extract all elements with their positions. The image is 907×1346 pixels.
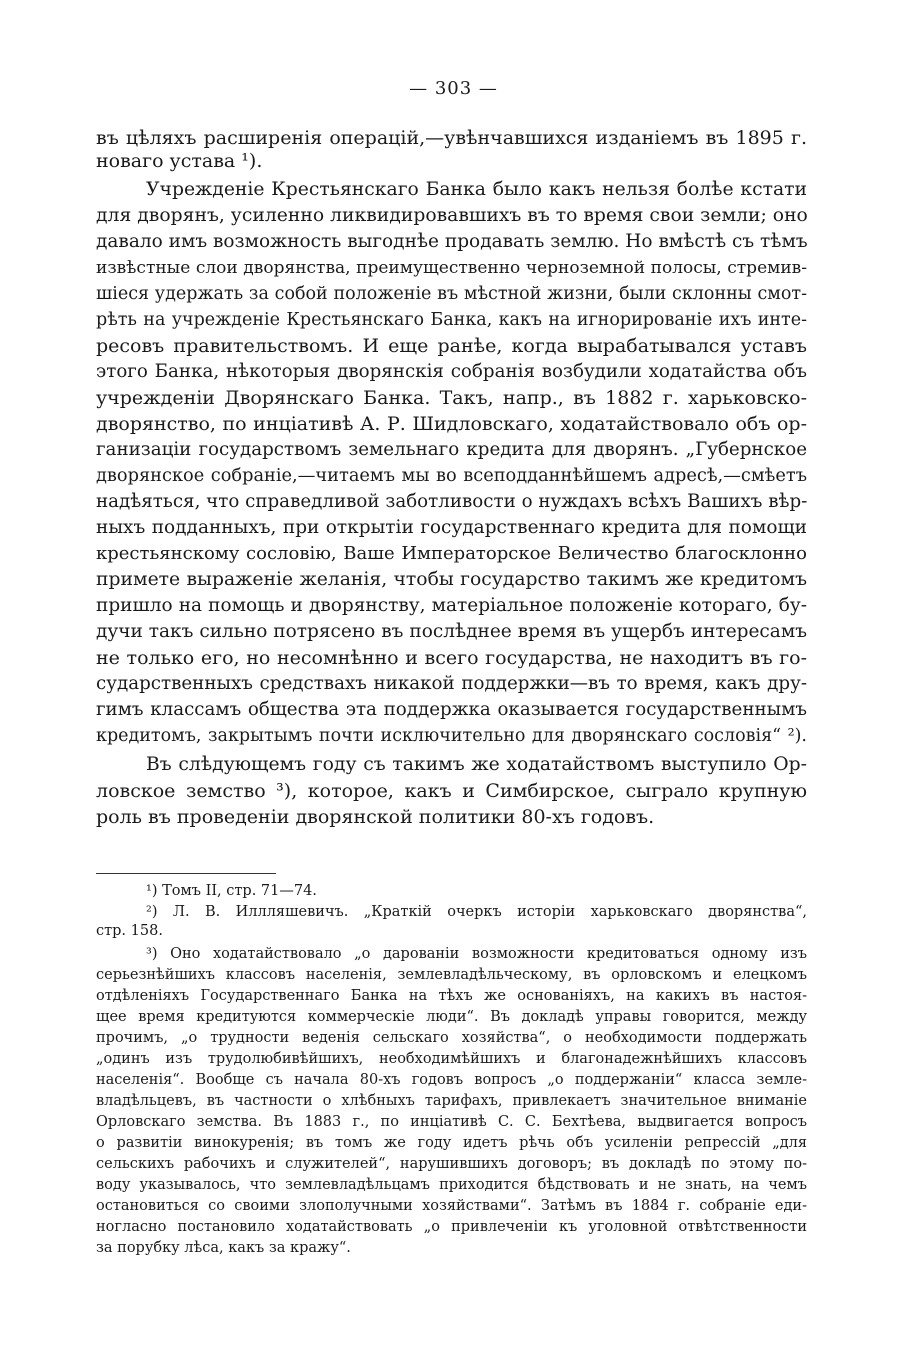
body-line: роль въ проведеніи дворянской политики 80-хъ годовъ. bbox=[96, 806, 655, 828]
body-line: давало имъ возможность выгоднѣе продавать землю. Но вмѣстѣ съ тѣмъ bbox=[96, 231, 808, 252]
footnote-line: ногласно постановило ходатайствовать „о привлеченіи къ уголовной отвѣтственности bbox=[96, 1219, 807, 1235]
body-line: сударственныхъ средствахъ никакой поддержки—въ то время, какъ дру- bbox=[96, 673, 807, 694]
body-line: для дворянъ, усиленно ликвидировавшихъ въ то время свои земли; оно bbox=[96, 205, 808, 226]
body-line: Учрежденіе Крестьянскаго Банка было какъ нельзя болѣе кстати bbox=[146, 179, 807, 200]
body-line: пришло на помощь и дворянству, матеріальное положеніе котораго, бу- bbox=[96, 595, 807, 616]
body-line: кредитомъ, закрытымъ почти исключительно для дворянскаго сословія“ ²). bbox=[96, 726, 807, 746]
page-number: — 303 — bbox=[409, 78, 498, 99]
footnote-line: о развитіи винокуренія; въ томъ же году идетъ рѣчь объ усиленіи репрессій „для bbox=[96, 1135, 807, 1151]
footnote-divider bbox=[96, 873, 276, 874]
body-line: гимъ классамъ общества эта поддержка оказывается государственнымъ bbox=[96, 699, 807, 720]
footnote-line: щее время кредитуются коммерческіе люди“. Въ докладѣ управы говорится, между bbox=[96, 1009, 807, 1025]
footnote-line: Орловскаго земства. Въ 1883 г., по инціативѣ С. С. Бехтѣева, выдвигается вопросъ bbox=[96, 1114, 807, 1130]
footnote-line: серьезнѣйшихъ классовъ населенія, землевладѣльческому, въ орловскомъ и елецкомъ bbox=[96, 967, 807, 983]
body-line: дучи такъ сильно потрясено въ послѣднее время въ ущербъ интересамъ bbox=[96, 621, 807, 642]
body-line: дворянство, по инціативѣ А. Р. Шидловскаго, ходатайствовало объ ор- bbox=[96, 413, 807, 435]
body-line: ныхъ подданныхъ, при открытіи государственнаго кредита для помощи bbox=[96, 517, 807, 538]
body-line: рѣть на учрежденіе Крестьянскаго Банка, какъ на игнорированіе ихъ инте- bbox=[96, 310, 807, 330]
body-line: шіеся удержать за собой положеніе въ мѣстной жизни, были склонны смот- bbox=[96, 284, 807, 304]
body-line: ганизаціи государствомъ земельнаго кредита для дворянъ. „Губернское bbox=[96, 439, 807, 460]
body-line: дворянское собраніе,—читаемъ мы во всеподданнѣйшемъ адресѣ,—смѣетъ bbox=[96, 466, 807, 486]
body-line: Въ слѣдующемъ году съ такимъ же ходатайствомъ выступило Ор- bbox=[146, 754, 807, 775]
body-line: новаго устава ¹). bbox=[96, 150, 263, 172]
body-line: примете выраженіе желанія, чтобы государство такимъ же кредитомъ bbox=[96, 569, 807, 590]
footnote-line: ¹) Томъ II, стр. 71—74. bbox=[146, 883, 317, 899]
footnote-line: ³) Оно ходатайствовало „о дарованіи возможности кредитоваться одному изъ bbox=[146, 946, 807, 962]
footnote-line: отдѣленіяхъ Государственнаго Банка на тѣхъ же основаніяхъ, на какихъ въ настоя- bbox=[96, 988, 807, 1004]
body-line: крестьянскому сословію, Ваше Императорское Величество благосклонно bbox=[96, 543, 807, 564]
footnote-line: населенія“. Вообще съ начала 80-хъ годовъ вопросъ „о поддержаніи“ класса земле- bbox=[96, 1072, 807, 1088]
footnote-line: воду указывалось, что землевладѣльцамъ приходится бѣдствовать и не знать, на чемъ bbox=[96, 1177, 807, 1193]
body-line: надѣяться, что справедливой заботливости о нуждахъ всѣхъ Вашихъ вѣр- bbox=[96, 491, 808, 512]
footnote-line: „одинъ изъ трудолюбивѣйшихъ, необходимѣйшихъ и благонадежнѣйшихъ классовъ bbox=[96, 1051, 807, 1067]
footnote-line: за порубку лѣса, какъ за кражу“. bbox=[96, 1240, 351, 1256]
footnote-line: прочимъ, „о трудности веденія сельскаго хозяйства“, о необходимости поддержать bbox=[96, 1030, 807, 1046]
body-line: этого Банка, нѣкоторыя дворянскія собранія возбудили ходатайства объ bbox=[96, 361, 807, 382]
body-line: въ цѣляхъ расширенія операцій,—увѣнчавшихся изданіемъ въ 1895 г. bbox=[96, 127, 807, 149]
body-line: не только его, но несомнѣнно и всего государства, не находитъ въ го- bbox=[96, 647, 807, 669]
footnote-line: сельскихъ рабочихъ и служителей“, нарушившихъ договоръ; въ докладѣ по этому по- bbox=[96, 1156, 807, 1172]
footnote-line: стр. 158. bbox=[96, 923, 163, 939]
body-line: ловское земство ³), которое, какъ и Симбирское, сыграло крупную bbox=[96, 780, 807, 802]
body-line: ресовъ правительствомъ. И еще ранѣе, когда вырабатывался уставъ bbox=[96, 335, 807, 357]
footnote-line: остановиться со своими злополучными хозяйствами“. Затѣмъ въ 1884 г. собраніе еди- bbox=[96, 1198, 807, 1214]
footnote-line: ²) Л. В. Иллляшевичъ. „Краткій очеркъ исторіи харьковскаго дворянства“, bbox=[146, 904, 807, 920]
body-line: учрежденіи Дворянскаго Банка. Такъ, напр., въ 1882 г. харьковско- bbox=[96, 387, 807, 409]
body-line: извѣстные слои дворянства, преимущественно черноземной полосы, стремив- bbox=[96, 258, 807, 278]
footnote-line: владѣльцевъ, въ частности о хлѣбныхъ тарифахъ, привлекаетъ значительное вниманіе bbox=[96, 1093, 807, 1109]
